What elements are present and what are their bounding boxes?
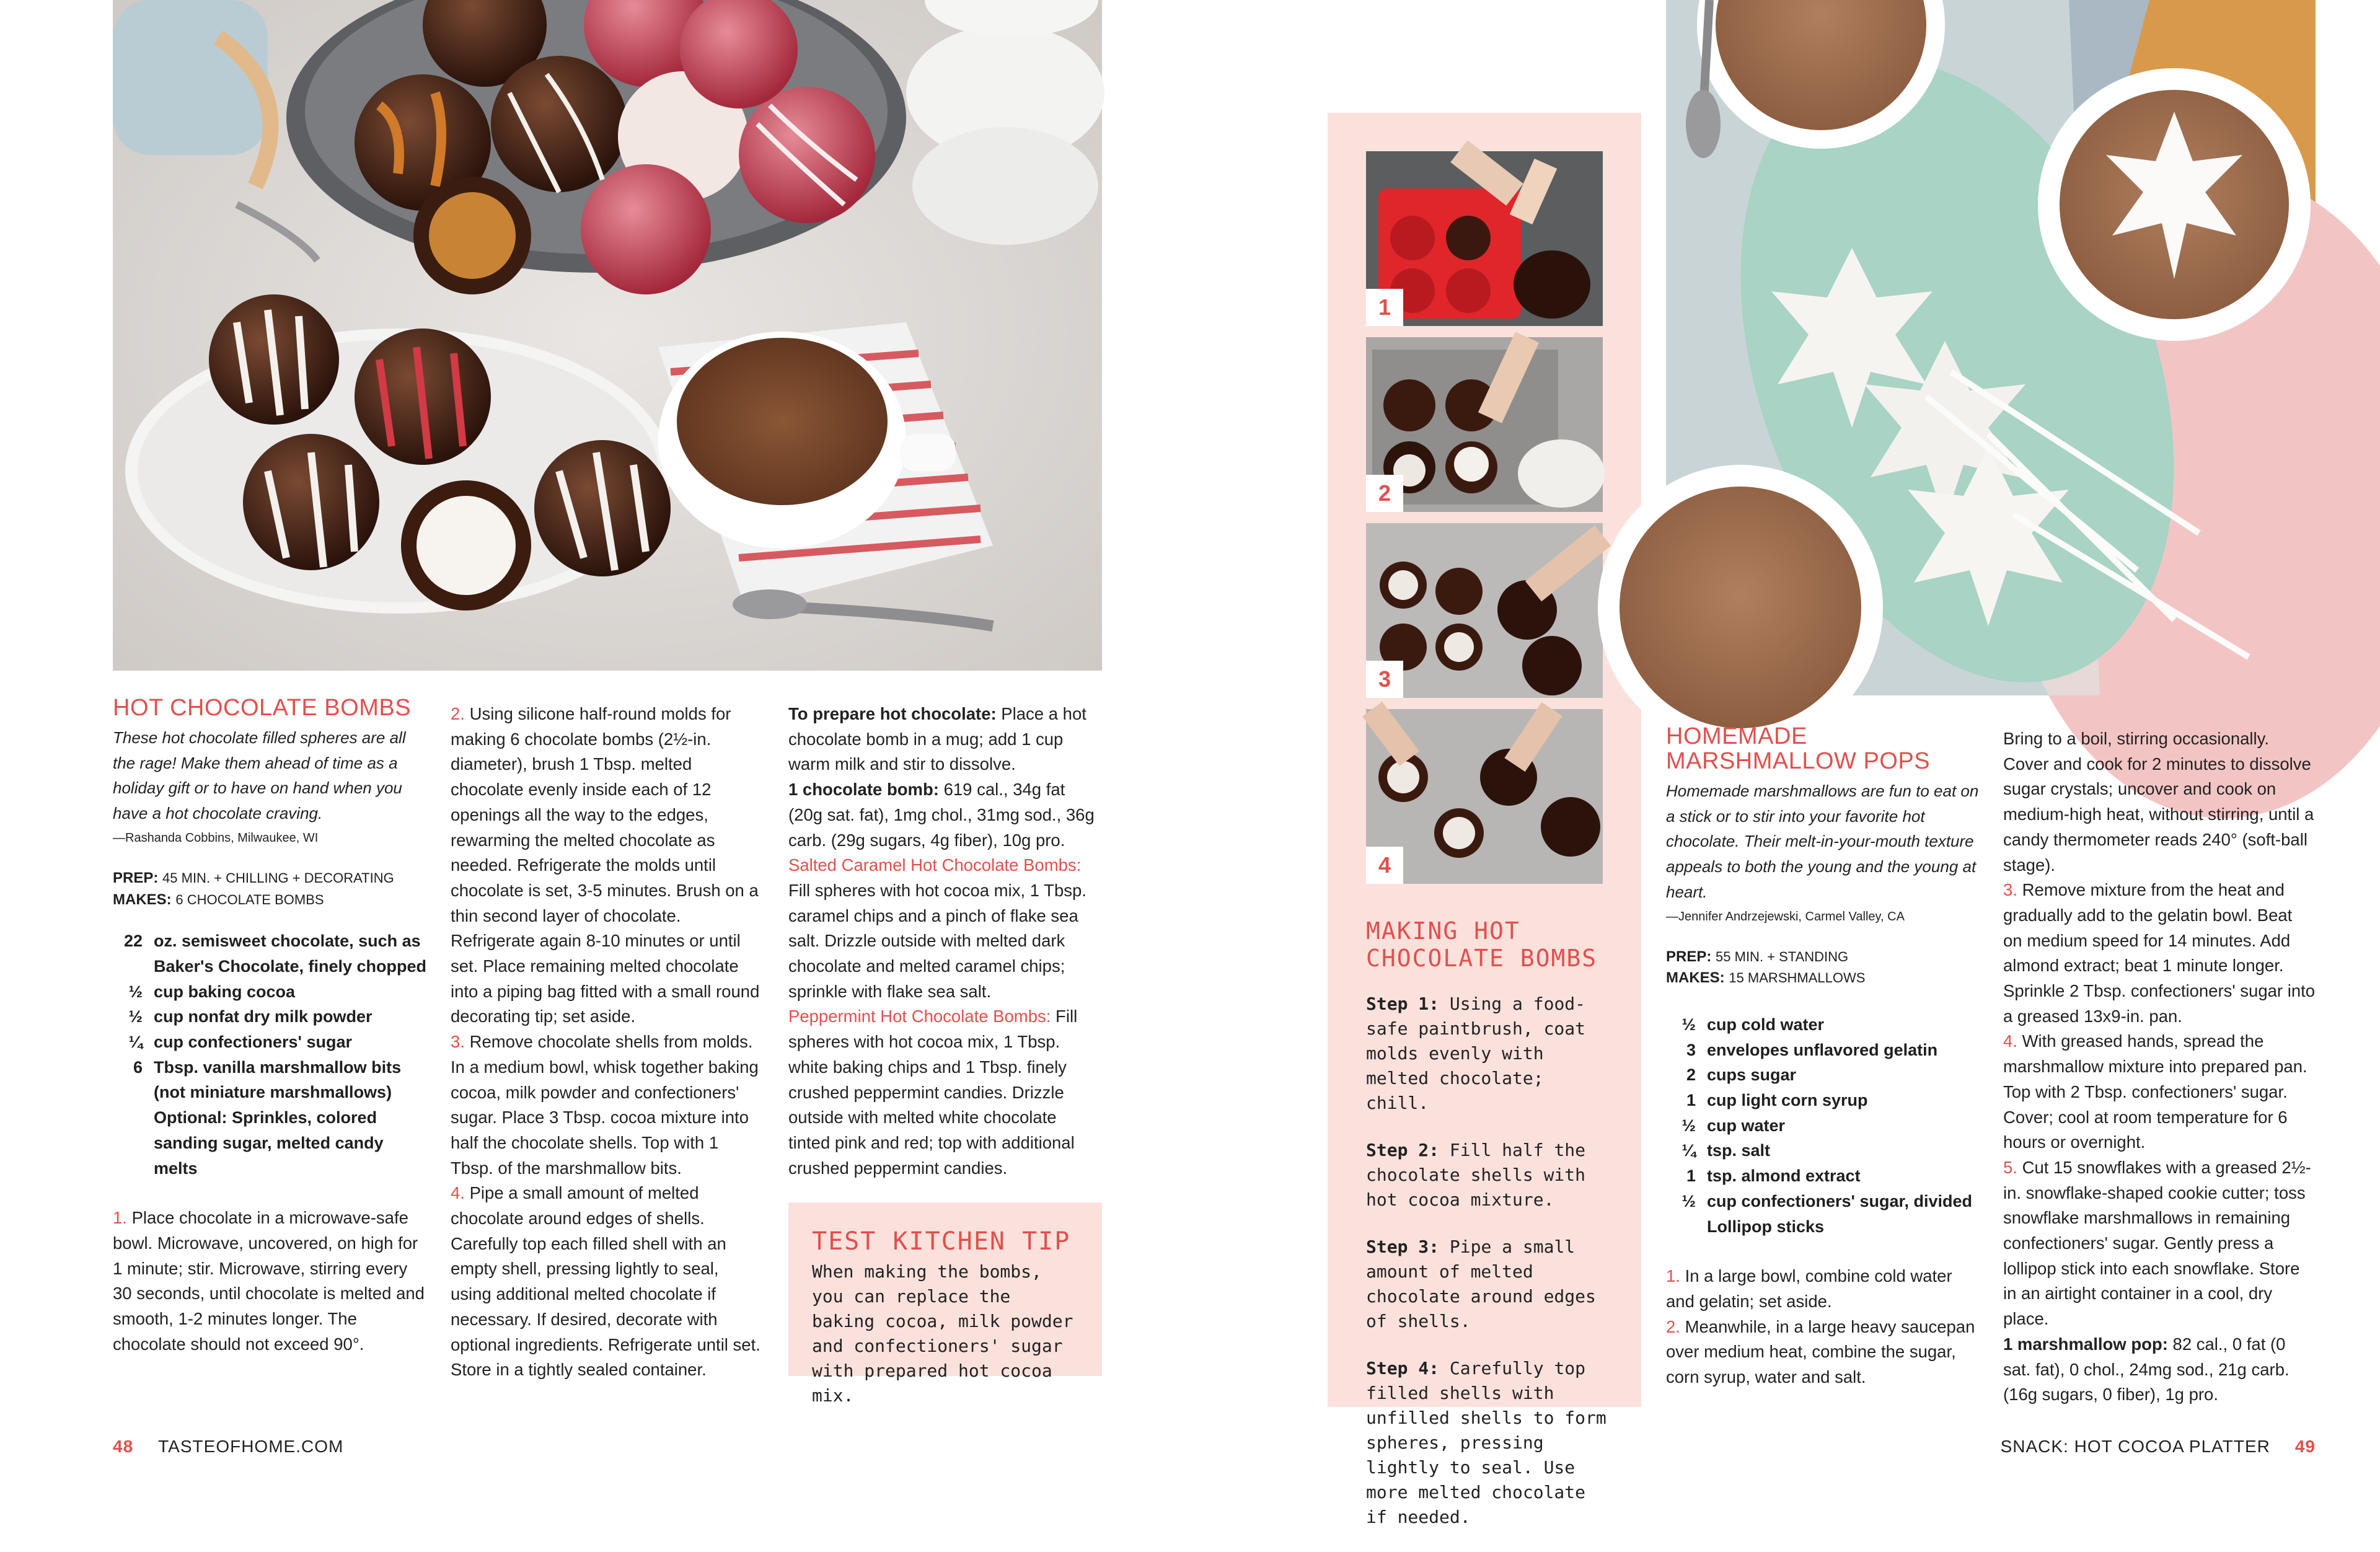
salted-caramel-variation: Salted Caramel Hot Chocolate Bombs: Fill spheres with hot cocoa mix, 1 Tbsp. caramel chips and a pinch of flake sea salt. Drizzle outside with melted dark chocolate and melted caramel chips; sprinkle with flake sea salt.: [788, 855, 1086, 1001]
bombs-column-3: [788, 702, 1102, 1181]
ingredient-row: ½ cup baking cocoa: [128, 982, 296, 1001]
prep-label: PREP:: [1666, 948, 1712, 965]
prep-time: 55 MIN. + STANDING: [1716, 948, 1849, 964]
marsh-steps-1-2: [1666, 1264, 1980, 1390]
recipe-credit: —Jennifer Andrzejewski, Carmel Valley, CA: [1666, 909, 1905, 924]
step-2-continued: Bring to a boil, stirring occasionally. Cover and cook for 2 minutes to dissolve sugar crystals; uncover and cook on medium-high heat, without stirring, until a candy thermometer reads 240° (soft-ball stage).: [2003, 729, 2314, 875]
page-number: 49: [2294, 1437, 2316, 1456]
marshmallow-pops-photo: [1666, 0, 2316, 695]
makes-label: MAKES:: [1666, 969, 1725, 987]
making-bombs-sidebar: [1328, 113, 1641, 1527]
ingredient-list: [1666, 1012, 1980, 1239]
ingredient-list: [113, 928, 429, 1181]
optional-ingredients: Optional: Sprinkles, colored sanding sugar, melted candy melts: [154, 1108, 384, 1178]
making-step-1: Step 1: Using a food-safe paintbrush, coat molds evenly with melted chocolate; chill.: [1366, 994, 1586, 1113]
step-1: 1. Place chocolate in a microwave-safe bowl. Microwave, uncovered, on high for 1 minute; stir. Microwave, stirring every 30 seconds, until chocolate is melted and smooth, 1-2 minutes longer. The chocolate should not exceed 90°.: [113, 1208, 425, 1354]
recipe-meta: [113, 866, 429, 912]
step-5: 5. Cut 15 snowflakes with a greased 2½-in. snowflake-shaped cookie cutter; toss snowflake marshmallows in remaining confectioners' sugar. Gently press a lollipop stick into each snowflake. Store in an airtight container in a cool, dry place.: [2003, 1157, 2311, 1329]
step-3: 3. Remove mixture from the heat and gradually add to the gelatin bowl. Beat on medium speed for 14 minutes. Add almond extract; beat 1 minute longer. Sprinkle 2 Tbsp. confectioners' sugar into a greased 13x9-in. pan.: [2003, 880, 2316, 1026]
page-number: 48: [113, 1437, 134, 1456]
step-photo-1: [1366, 151, 1603, 326]
prep-time: 45 MIN. + CHILLING + DECORATING: [162, 870, 394, 886]
ingredient-row: 1 tsp. almond extract: [1686, 1166, 1861, 1186]
ingredient-row: 22 oz. semisweet chocolate, such as Baker's Chocolate, finely chopped: [123, 932, 427, 976]
tip-title: TEST KITCHEN TIP: [812, 1227, 1071, 1256]
recipe-title: HOMEMADE MARSHMALLOW POPS: [1666, 723, 1931, 774]
ingredient-row: ½ cup cold water: [1681, 1015, 1825, 1034]
step-photo-2: [1366, 337, 1603, 512]
extra-ingredients: Lollipop sticks: [1707, 1217, 1825, 1236]
ingredient-row: 6 Tbsp. vanilla marshmallow bits (not miniature marshmallows): [133, 1057, 402, 1102]
step-photo-4: [1366, 709, 1603, 884]
prep-label: PREP:: [113, 869, 159, 886]
step-number-badge: 3: [1366, 661, 1403, 698]
ingredient-row: ¼ cup confectioners' sugar: [128, 1033, 352, 1052]
making-step-2: Step 2: Fill half the chocolate shells with hot cocoa mixture.: [1366, 1140, 1586, 1210]
test-kitchen-tip: [788, 1202, 1102, 1406]
ingredient-row: ½ cup nonfat dry milk powder: [128, 1007, 372, 1026]
step-4: 4. Pipe a small amount of melted chocolate around edges of shells. Carefully top each filled shell with an empty shell, pressing lightly to seal, using additional melted chocolate if necessary. If desired, decorate with optional ingredients. Refrigerate until set. Store in a tightly sealed container.: [451, 1183, 760, 1380]
ingredient-row: 1 cup light corn syrup: [1686, 1091, 1868, 1110]
recipe-credit: —Rashanda Cobbins, Milwaukee, WI: [113, 831, 319, 845]
bombs-column-2: [451, 702, 762, 1383]
section-name: SNACK: HOT COCOA PLATTER: [2000, 1437, 2270, 1456]
step-number-badge: 1: [1366, 289, 1403, 326]
makes-label: MAKES:: [113, 891, 172, 908]
sidebar-title: MAKING HOT CHOCOLATE BOMBS: [1366, 917, 1598, 972]
recipe-meta: [1666, 945, 1980, 991]
ingredient-row: ¼ tsp. salt: [1681, 1141, 1771, 1160]
making-steps-text: [1366, 917, 1614, 1552]
site-name: TASTEOFHOME.COM: [158, 1437, 344, 1456]
step-2: 2. Meanwhile, in a large heavy saucepan over medium heat, combine the sugar, corn syrup, water and salt.: [1666, 1316, 1975, 1387]
nutrition-facts: 1 chocolate bomb: 619 cal., 34g fat (20g sat. fat), 1mg chol., 31mg sod., 36g carb. (29g sugars, 4g fiber), 10g pro.: [788, 780, 1095, 850]
prepare-hot-chocolate: To prepare hot chocolate: Place a hot chocolate bomb in a mug; add 1 cup warm milk and stir to dissolve.: [788, 704, 1086, 774]
right-footer: [2001, 1437, 2316, 1457]
recipe-title: HOT CHOCOLATE BOMBS: [113, 695, 412, 721]
step-2: 2. Using silicone half-round molds for making 6 chocolate bombs (2½-in. diameter), brush 1 Tbsp. melted chocolate evenly inside each of 12 openings all the way to the edges, rewarming the melted chocolate as needed. Refrigerate the molds until chocolate is set, 3-5 minutes. Brush on a thin second layer of chocolate. Refrigerate again 8-10 minutes or until set. Place remaining melted chocolate into a piping bag fitted with a small round decorating tip; set aside.: [451, 704, 760, 1026]
nutrition-facts: 1 marshmallow pop: 82 cal., 0 fat (0 sat. fat), 0 chol., 24mg sod., 21g carb. (16g sugars, 0 fiber), 1g pro.: [2003, 1334, 2290, 1404]
making-step-3: Step 3: Pipe a small amount of melted chocolate around edges of shells.: [1366, 1237, 1596, 1331]
step-4: 4. With greased hands, spread the marshmallow mixture into prepared pan. Top with 2 Tbsp. confectioners' sugar. Cover; cool at room temperature for 6 hours or overnight.: [2003, 1031, 2307, 1152]
recipe-intro: These hot chocolate filled spheres are all the rage! Make them ahead of time as a holiday gift or to have on hand when you have a hot chocolate craving.: [113, 728, 406, 823]
marsh-column-1: [1666, 724, 1980, 1390]
recipe-intro: Homemade marshmallows are fun to eat on a stick or to stir into your favorite hot chocolate. Their melt-in-your-mouth texture appeals to both the young and the young at heart.: [1666, 782, 1979, 901]
step-3: 3. Remove chocolate shells from molds. In a medium bowl, whisk together baking cocoa, milk powder and confectioners' sugar. Place 3 Tbsp. cocoa mixture into half the chocolate shells. Top with 1 Tbsp. of the marshmallow bits.: [451, 1032, 759, 1178]
step-photo-3: [1366, 523, 1603, 698]
step-1: 1. In a large bowl, combine cold water and gelatin; set aside.: [1666, 1266, 1952, 1311]
making-step-4: Step 4: Carefully top filled shells with unfilled shells to form spheres, pressing lightly to seal. Use more melted chocolate if needed.: [1366, 1358, 1606, 1527]
makes-yield: 15 MARSHMALLOWS: [1729, 970, 1866, 986]
step-number-badge: 2: [1366, 475, 1403, 512]
step-number-badge: 4: [1366, 847, 1403, 884]
ingredient-row: 2 cups sugar: [1686, 1065, 1797, 1085]
bombs-column-1: [113, 695, 429, 1357]
left-footer: [113, 1437, 343, 1457]
peppermint-variation: Peppermint Hot Chocolate Bombs: Fill spheres with hot cocoa mix, 1 Tbsp. white baking chips and 1 Tbsp. finely crushed peppermint candies. Drizzle outside with melted white chocolate tinted pink and red; top with additional crushed peppermint candies.: [788, 1007, 1078, 1178]
ingredient-row: ½ cup water: [1681, 1116, 1786, 1135]
marsh-column-2: [2003, 726, 2316, 1408]
tip-body: When making the bombs, you can replace the baking cocoa, milk powder and confectioners' sugar with prepared hot cocoa mix.: [812, 1261, 1073, 1406]
ingredient-row: 3 envelopes unflavored gelatin: [1686, 1040, 1938, 1059]
hot-chocolate-bombs-photo: [113, 0, 1102, 671]
ingredient-row: ½ cup confectioners' sugar, divided: [1681, 1191, 1973, 1210]
makes-yield: 6 CHOCOLATE BOMBS: [175, 891, 324, 907]
